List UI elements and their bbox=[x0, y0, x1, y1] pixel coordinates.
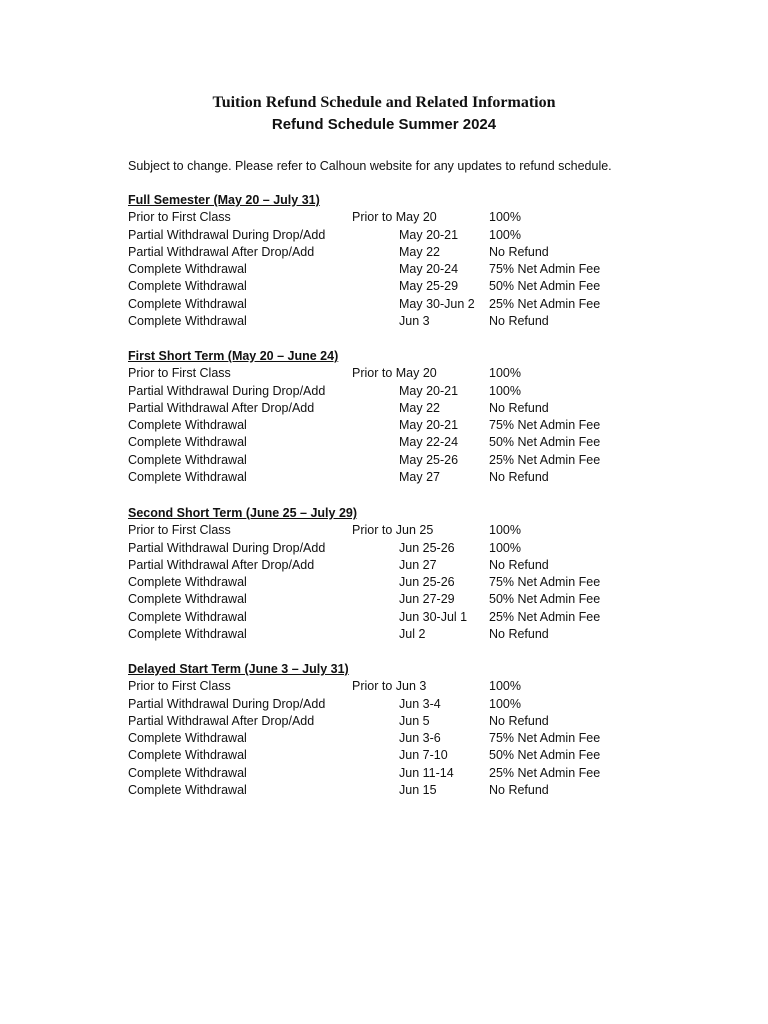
table-row bbox=[128, 713, 648, 730]
table-row bbox=[128, 383, 648, 400]
withdrawal-type: Prior to First Class bbox=[128, 523, 231, 538]
withdrawal-type: Complete Withdrawal bbox=[128, 609, 247, 624]
date-range: May 22-24 bbox=[399, 435, 459, 450]
withdrawal-type: Complete Withdrawal bbox=[128, 262, 247, 277]
table-row bbox=[128, 782, 648, 799]
withdrawal-type: Complete Withdrawal bbox=[128, 765, 247, 780]
date-range: May 20-21 bbox=[399, 227, 459, 242]
date-range: Prior to Jun 3 bbox=[352, 679, 427, 694]
refund-amount: 50% Net Admin Fee bbox=[489, 435, 601, 450]
withdrawal-type: Prior to First Class bbox=[128, 210, 231, 225]
refund-amount: 75% Net Admin Fee bbox=[489, 262, 601, 277]
withdrawal-type: Partial Withdrawal After Drop/Add bbox=[128, 400, 315, 415]
table-row bbox=[128, 765, 648, 782]
withdrawal-type: Complete Withdrawal bbox=[128, 435, 247, 450]
date-range: Prior to May 20 bbox=[352, 210, 437, 225]
table-row bbox=[128, 434, 648, 451]
table-row bbox=[128, 730, 648, 747]
refund-amount: 100% bbox=[489, 696, 521, 711]
refund-amount: 75% Net Admin Fee bbox=[489, 731, 601, 746]
refund-amount: No Refund bbox=[489, 400, 549, 415]
table-row bbox=[128, 557, 648, 574]
table-row bbox=[128, 400, 648, 417]
refund-amount: 25% Net Admin Fee bbox=[489, 296, 601, 311]
withdrawal-type: Partial Withdrawal After Drop/Add bbox=[128, 557, 315, 572]
withdrawal-type: Complete Withdrawal bbox=[128, 418, 247, 433]
date-range: May 27 bbox=[399, 470, 440, 485]
table-row bbox=[128, 591, 648, 608]
section-full-semester bbox=[128, 192, 648, 330]
table-row bbox=[128, 678, 648, 695]
refund-amount: 100% bbox=[489, 210, 521, 225]
refund-amount: 25% Net Admin Fee bbox=[489, 765, 601, 780]
date-range: May 25-29 bbox=[399, 279, 459, 294]
withdrawal-type: Complete Withdrawal bbox=[128, 627, 247, 642]
section-second-short-term bbox=[128, 505, 648, 643]
date-range: May 25-26 bbox=[399, 452, 459, 467]
date-range: Jul 2 bbox=[399, 627, 426, 642]
refund-amount: No Refund bbox=[489, 627, 549, 642]
refund-amount: 75% Net Admin Fee bbox=[489, 575, 601, 590]
withdrawal-type: Complete Withdrawal bbox=[128, 783, 247, 798]
withdrawal-type: Partial Withdrawal After Drop/Add bbox=[128, 713, 315, 728]
table-row bbox=[128, 540, 648, 557]
date-range: Jun 11-14 bbox=[399, 765, 454, 780]
withdrawal-type: Partial Withdrawal During Drop/Add bbox=[128, 383, 326, 398]
table-row bbox=[128, 313, 648, 330]
refund-amount: 100% bbox=[489, 227, 521, 242]
refund-amount: 50% Net Admin Fee bbox=[489, 592, 601, 607]
table-row bbox=[128, 278, 648, 295]
refund-amount: 100% bbox=[489, 679, 521, 694]
withdrawal-type: Complete Withdrawal bbox=[128, 575, 247, 590]
table-row bbox=[128, 626, 648, 643]
refund-amount: No Refund bbox=[489, 470, 549, 485]
withdrawal-type: Partial Withdrawal During Drop/Add bbox=[128, 227, 326, 242]
date-range: Prior to May 20 bbox=[352, 366, 437, 381]
date-range: Jun 3-6 bbox=[399, 731, 441, 746]
refund-amount: 50% Net Admin Fee bbox=[489, 279, 601, 294]
withdrawal-type: Complete Withdrawal bbox=[128, 314, 247, 329]
refund-amount: 100% bbox=[489, 383, 521, 398]
date-range: Jun 3-4 bbox=[399, 696, 441, 711]
update-note: Subject to change. Please refer to Calhoun website for any updates to refund schedule. bbox=[128, 159, 612, 173]
date-range: May 30-Jun 2 bbox=[399, 296, 475, 311]
withdrawal-type: Partial Withdrawal After Drop/Add bbox=[128, 244, 315, 259]
refund-amount: No Refund bbox=[489, 314, 549, 329]
table-row bbox=[128, 696, 648, 713]
refund-amount: No Refund bbox=[489, 713, 549, 728]
section-delayed-start-term bbox=[128, 661, 648, 799]
date-range: May 20-21 bbox=[399, 383, 459, 398]
refund-amount: 25% Net Admin Fee bbox=[489, 609, 601, 624]
section-heading: Full Semester (May 20 – July 31) bbox=[128, 193, 320, 207]
table-row bbox=[128, 365, 648, 382]
date-range: Jun 3 bbox=[399, 314, 430, 329]
table-row bbox=[128, 574, 648, 591]
date-range: May 22 bbox=[399, 400, 440, 415]
refund-amount: 100% bbox=[489, 366, 521, 381]
date-range: May 20-21 bbox=[399, 418, 459, 433]
refund-amount: 100% bbox=[489, 540, 521, 555]
document-title: Tuition Refund Schedule and Related Information bbox=[212, 94, 556, 111]
date-range: May 20-24 bbox=[399, 262, 459, 277]
withdrawal-type: Partial Withdrawal During Drop/Add bbox=[128, 696, 326, 711]
refund-amount: 25% Net Admin Fee bbox=[489, 452, 601, 467]
refund-amount: 75% Net Admin Fee bbox=[489, 418, 601, 433]
section-heading: First Short Term (May 20 – June 24) bbox=[128, 349, 339, 363]
withdrawal-type: Prior to First Class bbox=[128, 366, 231, 381]
section-heading: Delayed Start Term (June 3 – July 31) bbox=[128, 662, 349, 676]
table-row bbox=[128, 296, 648, 313]
section-heading: Second Short Term (June 25 – July 29) bbox=[128, 506, 358, 520]
refund-amount: No Refund bbox=[489, 244, 549, 259]
withdrawal-type: Prior to First Class bbox=[128, 679, 231, 694]
withdrawal-type: Complete Withdrawal bbox=[128, 296, 247, 311]
withdrawal-type: Complete Withdrawal bbox=[128, 470, 247, 485]
withdrawal-type: Complete Withdrawal bbox=[128, 452, 247, 467]
refund-amount: 50% Net Admin Fee bbox=[489, 748, 601, 763]
date-range: Jun 15 bbox=[399, 783, 437, 798]
refund-amount: No Refund bbox=[489, 783, 549, 798]
date-range: Jun 5 bbox=[399, 713, 430, 728]
table-row bbox=[128, 452, 648, 469]
date-range: Jun 25-26 bbox=[399, 575, 455, 590]
withdrawal-type: Complete Withdrawal bbox=[128, 279, 247, 294]
refund-amount: 100% bbox=[489, 523, 521, 538]
date-range: May 22 bbox=[399, 244, 440, 259]
date-range: Jun 27-29 bbox=[399, 592, 455, 607]
date-range: Jun 25-26 bbox=[399, 540, 455, 555]
date-range: Jun 30-Jul 1 bbox=[399, 609, 468, 624]
table-row bbox=[128, 609, 648, 626]
section-first-short-term bbox=[128, 348, 648, 486]
table-row bbox=[128, 417, 648, 434]
withdrawal-type: Partial Withdrawal During Drop/Add bbox=[128, 540, 326, 555]
refund-amount: No Refund bbox=[489, 557, 549, 572]
withdrawal-type: Complete Withdrawal bbox=[128, 748, 247, 763]
table-row bbox=[128, 261, 648, 278]
table-row bbox=[128, 522, 648, 539]
table-row bbox=[128, 244, 648, 261]
date-range: Jun 27 bbox=[399, 557, 437, 572]
date-range: Prior to Jun 25 bbox=[352, 523, 434, 538]
date-range: Jun 7-10 bbox=[399, 748, 448, 763]
table-row bbox=[128, 227, 648, 244]
table-row bbox=[128, 747, 648, 764]
withdrawal-type: Complete Withdrawal bbox=[128, 731, 247, 746]
withdrawal-type: Complete Withdrawal bbox=[128, 592, 247, 607]
table-row bbox=[128, 209, 648, 226]
document-subtitle: Refund Schedule Summer 2024 bbox=[271, 116, 497, 133]
table-row bbox=[128, 469, 648, 486]
